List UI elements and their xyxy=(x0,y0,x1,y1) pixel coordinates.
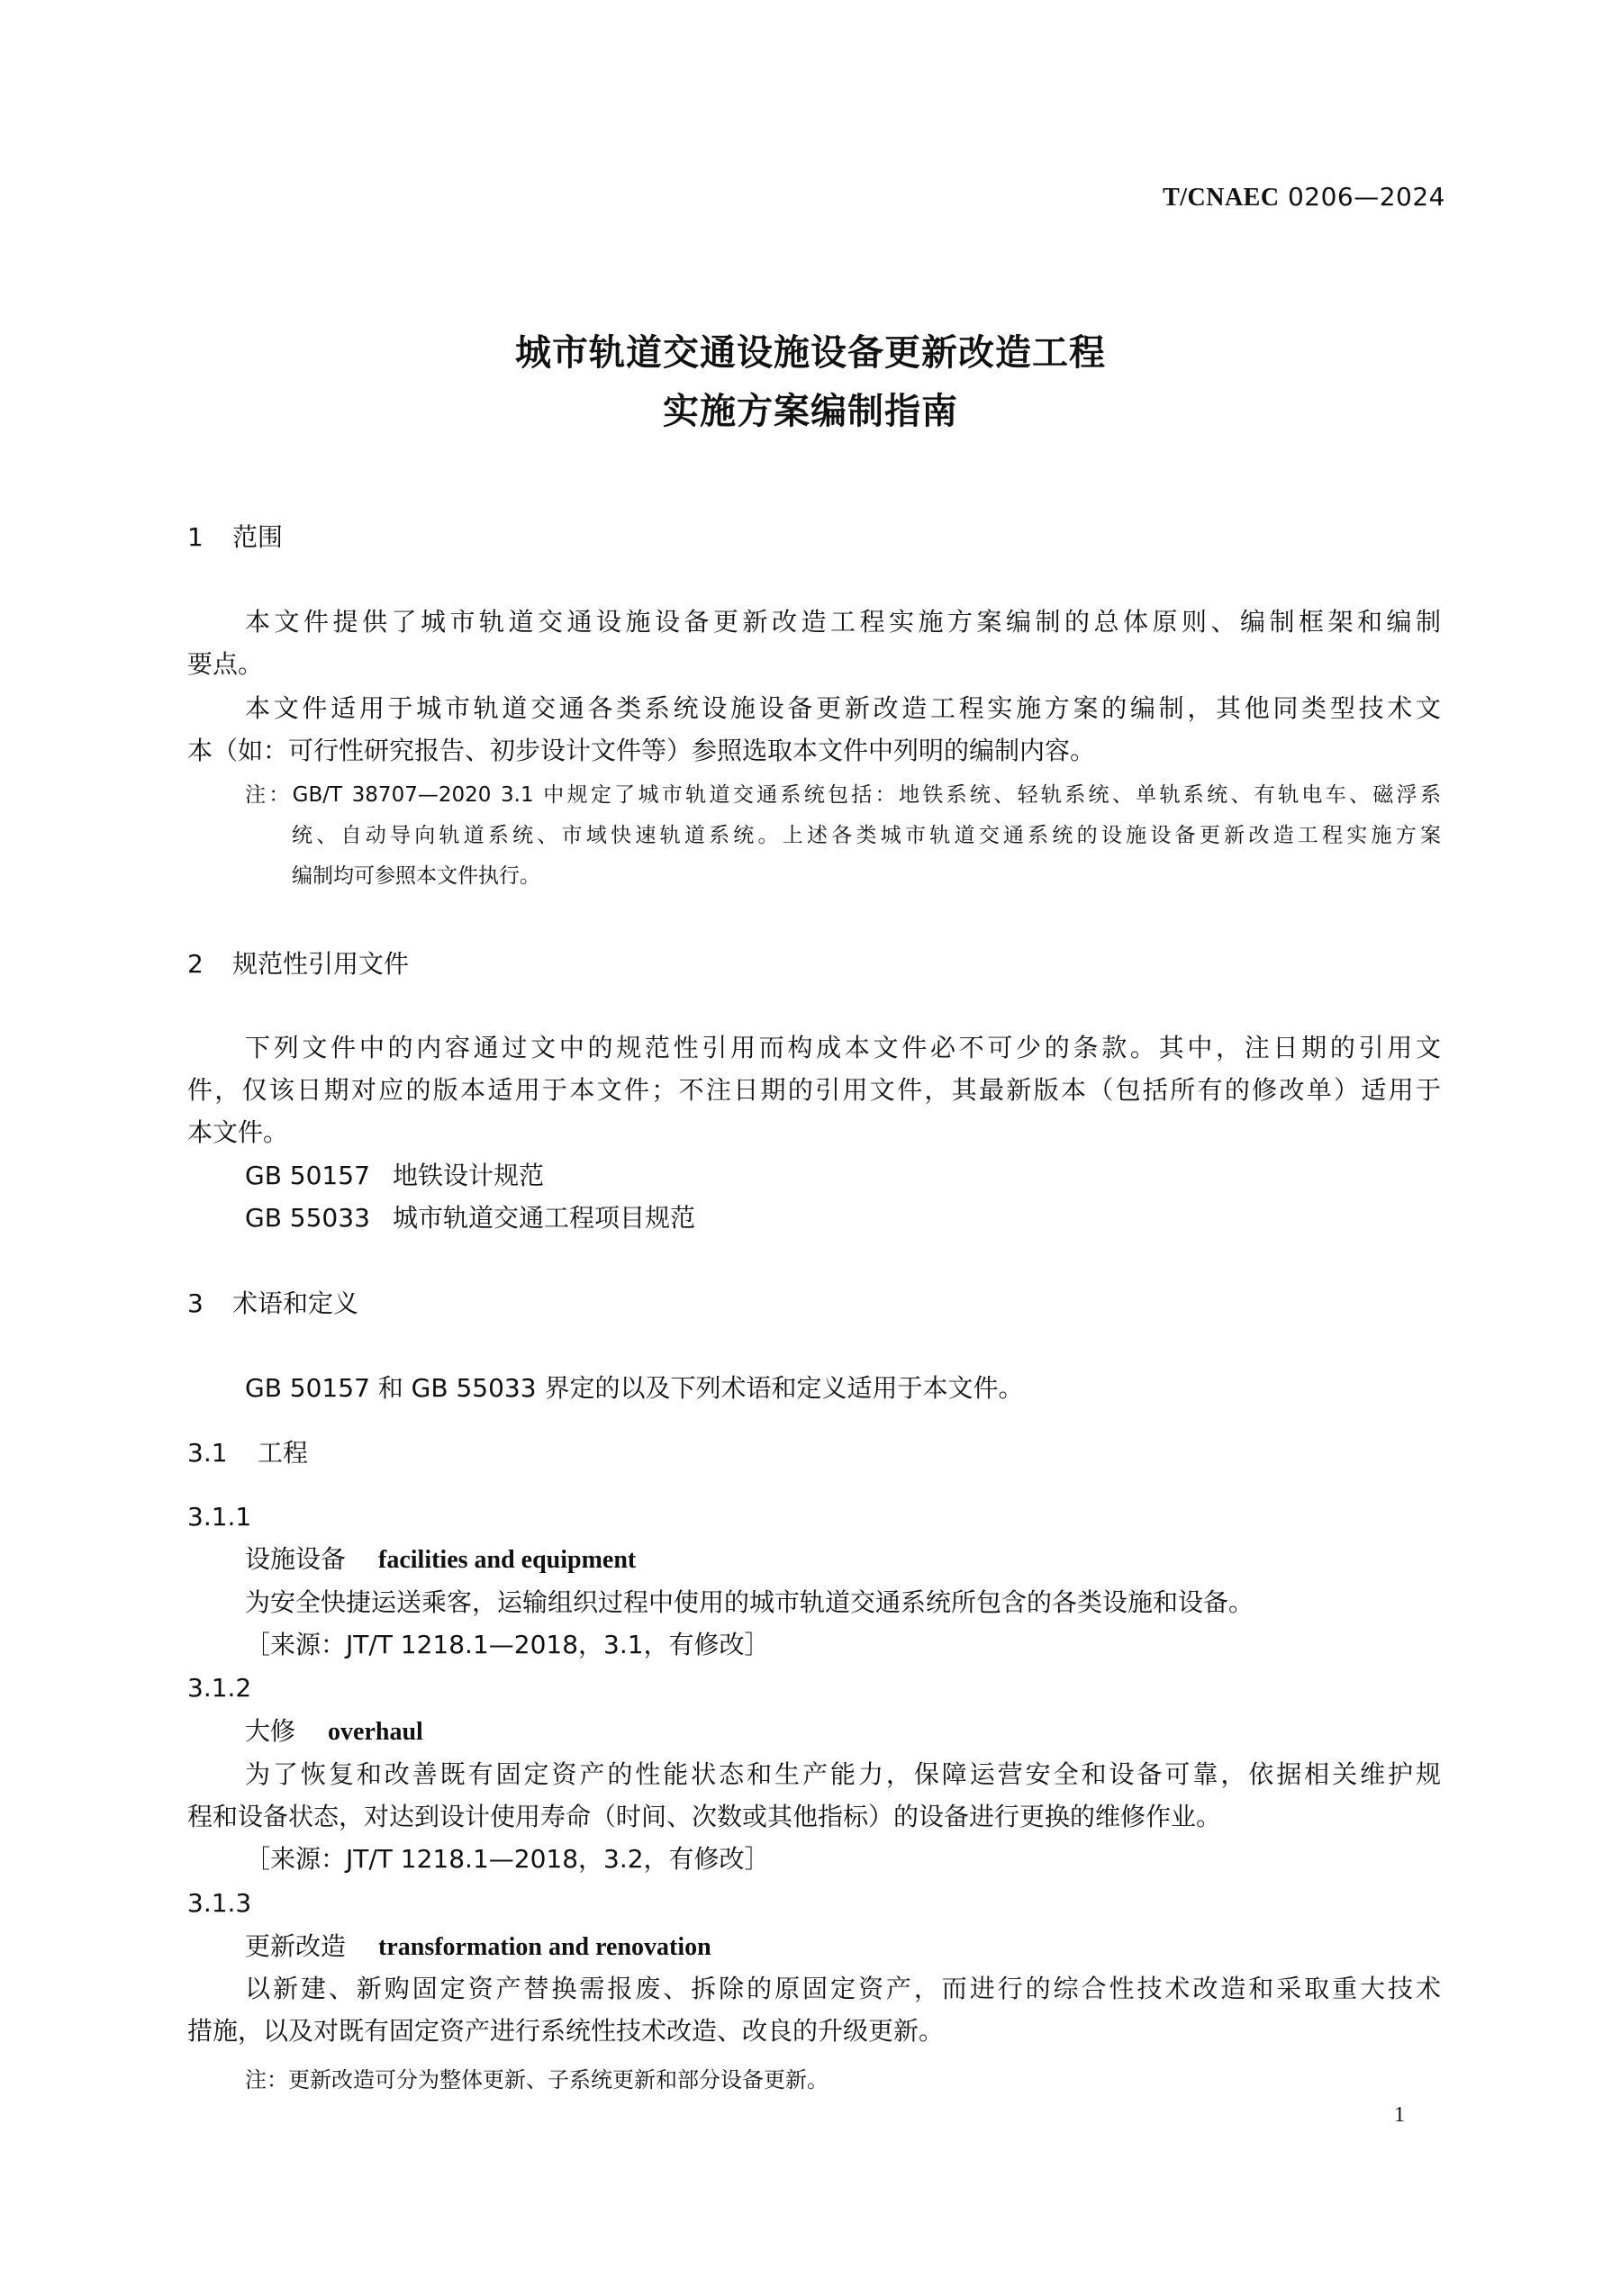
term-number: 3.1.2 xyxy=(187,1673,252,1703)
term-definition: 为了恢复和改善既有固定资产的性能状态和生产能力，保障运营安全和设备可靠，依据相关维护规 程和设备状态，对达到设计使用寿命（时间、次数或其他指标）的设备进行更换的维修作业。 xyxy=(187,1759,1441,1831)
term-heading: 设施设备 facilities and equipment xyxy=(245,1544,637,1574)
subsection-3-1-heading: 3.1 工程 xyxy=(187,1438,309,1468)
section-2-paragraph: 下列文件中的内容通过文中的规范性引用而构成本文件必不可少的条款。其中，注日期的引用文 件，仅该日期对应的版本适用于本文件；不注日期的引用文件，其最新版本（包括所有的修改单）适用于 本文件。 xyxy=(187,1033,1441,1147)
term-number: 3.1.3 xyxy=(187,1888,252,1918)
standard-code xyxy=(1163,182,1445,212)
document-title-line1: 城市轨道交通设施设备更新改造工程 xyxy=(515,332,1106,374)
term-source: ［来源：JT/T 1218.1—2018，3.1，有修改］ xyxy=(245,1630,770,1659)
reference-item: GB 55033 城市轨道交通工程项目规范 xyxy=(245,1203,696,1233)
standard-code-number: 0206—2024 xyxy=(1287,182,1445,212)
term-definition: 以新建、新购固定资产替换需报废、拆除的原固定资产，而进行的综合性技术改造和采取重大技术 措施，以及对既有固定资产进行系统性技术改造、改良的升级更新。 xyxy=(187,1974,1441,2046)
page-number: 1 xyxy=(1394,2103,1405,2127)
section-1-note: 注：GB/T 38707—2020 3.1 中规定了城市轨道交通系统包括：地铁系统、轻轨系统、单轨系统、有轨电车、磁浮系 统、自动导向轨道系统、市域快速轨道系统。上述各类城市轨道交通系统的设施设备更新改造工程实施方案 编制均可参照本文件执行。 xyxy=(245,783,1441,888)
normative-reference-list xyxy=(187,1154,1441,1239)
term-note: 注：更新改造可分为整体更新、子系统更新和部分设备更新。 xyxy=(245,2067,829,2093)
section-1-paragraph-1: 本文件提供了城市轨道交通设施设备更新改造工程实施方案编制的总体原则、编制框架和编制 要点。 xyxy=(187,607,1441,679)
document-title-line2: 实施方案编制指南 xyxy=(663,391,958,432)
reference-item: GB 50157 地铁设计规范 xyxy=(245,1161,545,1190)
term-number: 3.1.1 xyxy=(187,1502,252,1532)
section-2-heading: 2 规范性引用文件 xyxy=(187,949,410,979)
term-source: ［来源：JT/T 1218.1—2018，3.2，有修改］ xyxy=(245,1844,770,1874)
section-3-intro: GB 50157 和 GB 55033 界定的以及下列术语和定义适用于本文件。 xyxy=(245,1373,1024,1403)
term-definition: 为安全快捷运送乘客，运输组织过程中使用的城市轨道交通系统所包含的各类设施和设备。 xyxy=(245,1587,1254,1617)
term-heading: 更新改造 transformation and renovation xyxy=(245,1931,711,1961)
term-heading: 大修 overhaul xyxy=(245,1716,423,1746)
section-1-heading: 1 范围 xyxy=(187,522,284,552)
section-3-heading: 3 术语和定义 xyxy=(187,1288,359,1318)
section-1-paragraph-2: 本文件适用于城市轨道交通各类系统设施设备更新改造工程实施方案的编制，其他同类型技术文 本（如：可行性研究报告、初步设计文件等）参照选取本文件中列明的编制内容。 xyxy=(187,693,1441,765)
standard-code-prefix: T/CNAEC xyxy=(1163,184,1280,212)
